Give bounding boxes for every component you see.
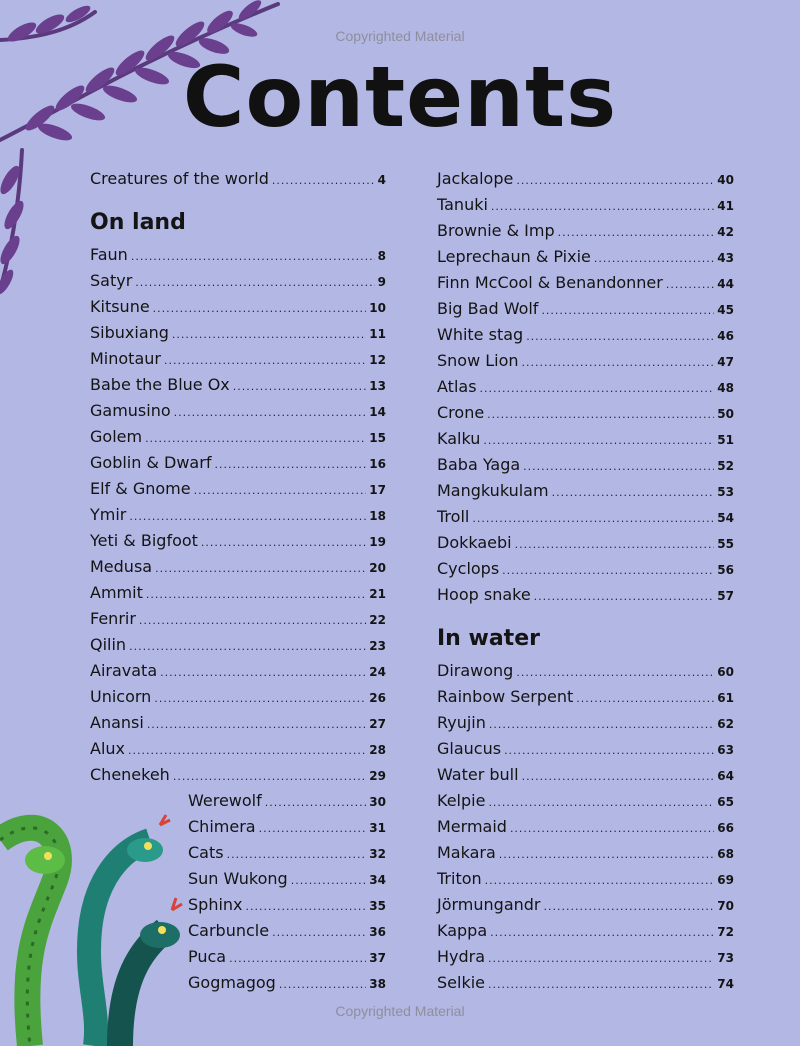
toc-entry-page: 15 (369, 431, 386, 445)
toc-entry (90, 242, 386, 268)
toc-leader-dots (490, 920, 714, 946)
toc-leader-dots (147, 712, 366, 738)
toc-entry-title: White stag (437, 325, 524, 344)
toc-leader-dots (129, 634, 366, 660)
toc-entry-page: 22 (369, 613, 386, 627)
toc-entry (90, 606, 386, 632)
toc-entry-title: Sun Wukong (188, 869, 288, 888)
toc-entry-page: 73 (717, 951, 734, 965)
toc-entry-title: Chenekeh (90, 765, 170, 784)
toc-leader-dots (131, 244, 375, 270)
toc-entry-title: Triton (437, 869, 482, 888)
toc-entry-page: 12 (369, 353, 386, 367)
toc-entry-title: Cats (188, 843, 224, 862)
toc-entry-title: Jackalope (437, 169, 514, 188)
toc-leader-dots (164, 348, 366, 374)
toc-leader-dots (172, 322, 366, 348)
toc-entry-title: Jörmungandr (437, 895, 541, 914)
toc-entry-page: 56 (717, 563, 734, 577)
toc-entry (437, 710, 734, 736)
toc-leader-dots (128, 738, 366, 764)
toc-entry (90, 268, 386, 294)
toc-entry-title: Werewolf (188, 791, 262, 810)
toc-entry-page: 65 (717, 795, 734, 809)
toc-entry-title: Brownie & Imp (437, 221, 555, 240)
toc-leader-dots (491, 194, 714, 220)
toc-entry (90, 528, 386, 554)
toc-leader-dots (153, 296, 367, 322)
toc-entry (437, 270, 734, 296)
toc-entry (437, 426, 734, 452)
toc-entry (90, 166, 386, 192)
toc-entry (90, 866, 386, 892)
toc-entry (437, 504, 734, 530)
toc-entry-page: 17 (369, 483, 386, 497)
toc-entry-title: Carbuncle (188, 921, 270, 940)
toc-entry-page: 30 (369, 795, 386, 809)
toc-entry (437, 322, 734, 348)
toc-leader-dots (279, 972, 366, 998)
toc-entry (437, 918, 734, 944)
toc-entry-title: Rainbow Serpent (437, 687, 574, 706)
toc-entry (437, 348, 734, 374)
toc-entry-title: Airavata (90, 661, 158, 680)
toc-entry-title: Minotaur (90, 349, 161, 368)
toc-leader-dots (541, 298, 714, 324)
toc-entry-title: Baba Yaga (437, 455, 521, 474)
toc-entry-page: 9 (377, 275, 386, 289)
toc-entry-page: 34 (369, 873, 386, 887)
toc-leader-dots (265, 790, 367, 816)
toc-entry-title: Mangkukulam (437, 481, 549, 500)
toc-entry-page: 47 (717, 355, 734, 369)
toc-leader-dots (146, 582, 366, 608)
toc-entry-page: 32 (369, 847, 386, 861)
toc-entry-page: 24 (369, 665, 386, 679)
toc-entry-title: Kappa (437, 921, 488, 940)
toc-leader-dots (472, 506, 714, 532)
toc-entry-page: 11 (369, 327, 386, 341)
toc-leader-dots (502, 558, 714, 584)
toc-entry-page: 60 (717, 665, 734, 679)
toc-entry (437, 684, 734, 710)
toc-leader-dots (246, 894, 367, 920)
toc-entry-title: Selkie (437, 973, 485, 992)
toc-leader-dots (173, 764, 366, 790)
toc-entry (90, 294, 386, 320)
toc-leader-dots (139, 608, 366, 634)
toc-entry-title: Satyr (90, 271, 133, 290)
toc-entry-title: Troll (437, 507, 470, 526)
toc-leader-dots (666, 272, 714, 298)
toc-entry-title: Water bull (437, 765, 519, 784)
toc-entry-title: Faun (90, 245, 128, 264)
toc-entry-title: Sphinx (188, 895, 243, 914)
toc-entry (437, 244, 734, 270)
toc-right-column (437, 166, 734, 996)
toc-entry (437, 556, 734, 582)
toc-entry-title: Babe the Blue Ox (90, 375, 230, 394)
toc-entry-page: 21 (369, 587, 386, 601)
toc-entry (437, 530, 734, 556)
toc-entry (437, 582, 734, 608)
toc-entry-title: Kelpie (437, 791, 486, 810)
toc-entry-title: Sibuxiang (90, 323, 169, 342)
toc-entry (90, 944, 386, 970)
toc-entry-title: Kitsune (90, 297, 150, 316)
toc-entry (437, 658, 734, 684)
toc-entry-title: Medusa (90, 557, 153, 576)
toc-leader-dots (145, 426, 366, 452)
toc-entry-page: 29 (369, 769, 386, 783)
toc-entry (90, 814, 386, 840)
toc-leader-dots (510, 816, 714, 842)
toc-leader-dots (291, 868, 367, 894)
toc-entry-page: 46 (717, 329, 734, 343)
toc-leader-dots (272, 168, 375, 194)
toc-entry-title: Dirawong (437, 661, 514, 680)
toc-leader-dots (523, 454, 714, 480)
toc-entry (90, 502, 386, 528)
toc-entry-title: Anansi (90, 713, 144, 732)
toc-entry-page: 50 (717, 407, 734, 421)
toc-entry-page: 16 (369, 457, 386, 471)
toc-entry (437, 218, 734, 244)
toc-entry-page: 64 (717, 769, 734, 783)
section-heading-on-land: On land (90, 210, 186, 235)
toc-entry-page: 27 (369, 717, 386, 731)
toc-entry-page: 51 (717, 433, 734, 447)
toc-entry (437, 814, 734, 840)
toc-left-column (90, 166, 386, 996)
toc-entry-page: 18 (369, 509, 386, 523)
toc-leader-dots (480, 376, 715, 402)
toc-entry-page: 37 (369, 951, 386, 965)
toc-entry (90, 554, 386, 580)
toc-leader-dots (160, 660, 366, 686)
toc-entry (90, 580, 386, 606)
toc-leader-dots (516, 660, 714, 686)
toc-entry (90, 736, 386, 762)
toc-entry (90, 424, 386, 450)
toc-entry (90, 320, 386, 346)
toc-leader-dots (558, 220, 715, 246)
toc-leader-dots (227, 842, 367, 868)
toc-entry-title: Big Bad Wolf (437, 299, 539, 318)
toc-entry-title: Goblin & Dwarf (90, 453, 212, 472)
toc-entry-page: 38 (369, 977, 386, 991)
toc-entry-page: 63 (717, 743, 734, 757)
toc-entry-page: 40 (717, 173, 734, 187)
toc-entry (437, 374, 734, 400)
toc-entry-title: Atlas (437, 377, 477, 396)
toc-entry-title: Golem (90, 427, 143, 446)
toc-entry-page: 62 (717, 717, 734, 731)
toc-entry-title: Ymir (90, 505, 127, 524)
toc-entry-page: 43 (717, 251, 734, 265)
toc-leader-dots (499, 842, 715, 868)
toc-entry (437, 400, 734, 426)
toc-leader-dots (552, 480, 715, 506)
toc-entry-page: 20 (369, 561, 386, 575)
toc-entry-page: 69 (717, 873, 734, 887)
toc-leader-dots (259, 816, 367, 842)
toc-leader-dots (214, 452, 366, 478)
page-title: Contents (182, 48, 618, 146)
toc-leader-dots (155, 556, 366, 582)
toc-entry-page: 57 (717, 589, 734, 603)
toc-entry (437, 478, 734, 504)
toc-leader-dots (488, 972, 714, 998)
toc-entry-title: Kalku (437, 429, 481, 448)
toc-entry (90, 398, 386, 424)
toc-leader-dots (522, 350, 715, 376)
toc-entry-page: 42 (717, 225, 734, 239)
toc-entry-page: 31 (369, 821, 386, 835)
toc-entry (437, 970, 734, 996)
toc-entry-title: Cyclops (437, 559, 500, 578)
toc-entry-title: Ryujin (437, 713, 486, 732)
toc-entry-title: Glaucus (437, 739, 502, 758)
toc-leader-dots (194, 478, 367, 504)
toc-entry-page: 26 (369, 691, 386, 705)
toc-entry (437, 788, 734, 814)
toc-entry-page: 13 (369, 379, 386, 393)
toc-leader-dots (229, 946, 366, 972)
toc-entry-page: 19 (369, 535, 386, 549)
toc-entry (437, 840, 734, 866)
toc-entry (437, 192, 734, 218)
toc-entry-page: 74 (717, 977, 734, 991)
toc-leader-dots (174, 400, 367, 426)
toc-entry-page: 35 (369, 899, 386, 913)
toc-leader-dots (201, 530, 366, 556)
toc-entry-title: Ammit (90, 583, 143, 602)
toc-entry-title: Puca (188, 947, 227, 966)
toc-leader-dots (488, 946, 714, 972)
toc-entry-title: Unicorn (90, 687, 152, 706)
toc-entry-title: Tanuki (437, 195, 488, 214)
toc-entry-title: Mermaid (437, 817, 507, 836)
toc-entry (437, 762, 734, 788)
toc-leader-dots (515, 532, 715, 558)
toc-entry (437, 452, 734, 478)
toc-leader-dots (154, 686, 366, 712)
toc-entry-page: 8 (377, 249, 386, 263)
toc-entry-page: 52 (717, 459, 734, 473)
toc-leader-dots (129, 504, 366, 530)
toc-entry (437, 892, 734, 918)
toc-entry-title: Crone (437, 403, 485, 422)
toc-entry-page: 28 (369, 743, 386, 757)
toc-entry-title: Creatures of the world (90, 169, 269, 188)
toc-entry-page: 44 (717, 277, 734, 291)
toc-leader-dots (544, 894, 715, 920)
toc-entry-title: Fenrir (90, 609, 136, 628)
toc-entry (437, 296, 734, 322)
toc-leader-dots (522, 764, 715, 790)
toc-entry-page: 23 (369, 639, 386, 653)
toc-entry (90, 476, 386, 502)
toc-entry-page: 48 (717, 381, 734, 395)
toc-leader-dots (576, 686, 714, 712)
toc-entry-title: Hydra (437, 947, 486, 966)
toc-entry (90, 970, 386, 996)
toc-entry-title: Leprechaun & Pixie (437, 247, 591, 266)
toc-leader-dots (272, 920, 366, 946)
toc-entry-page: 68 (717, 847, 734, 861)
toc-entry (90, 918, 386, 944)
toc-leader-dots (487, 402, 714, 428)
toc-entry-title: Dokkaebi (437, 533, 512, 552)
toc-entry-title: Qilin (90, 635, 127, 654)
toc-entry-title: Chimera (188, 817, 256, 836)
toc-leader-dots (504, 738, 714, 764)
toc-entry (90, 450, 386, 476)
toc-entry-title: Snow Lion (437, 351, 519, 370)
toc-entry-page: 55 (717, 537, 734, 551)
toc-leader-dots (233, 374, 367, 400)
toc-leader-dots (489, 712, 714, 738)
toc-entry (90, 372, 386, 398)
toc-entry-page: 53 (717, 485, 734, 499)
toc-entry (90, 788, 386, 814)
toc-leader-dots (594, 246, 714, 272)
toc-entry-title: Yeti & Bigfoot (90, 531, 198, 550)
toc-leader-dots (485, 868, 715, 894)
toc-leader-dots (534, 584, 715, 610)
toc-entry (437, 166, 734, 192)
toc-entry (437, 736, 734, 762)
toc-entry (90, 840, 386, 866)
copyright-watermark-bottom: Copyrighted Material (335, 1003, 465, 1019)
toc-entry (90, 658, 386, 684)
toc-entry-page: 70 (717, 899, 734, 913)
toc-entry (90, 892, 386, 918)
toc-leader-dots (526, 324, 714, 350)
copyright-watermark-top: Copyrighted Material (335, 28, 465, 44)
toc-entry-title: Gogmagog (188, 973, 276, 992)
toc-entry-page: 45 (717, 303, 734, 317)
toc-entry-title: Alux (90, 739, 125, 758)
toc-leader-dots (516, 168, 714, 194)
toc-entry-title: Gamusino (90, 401, 171, 420)
toc-entry-title: Hoop snake (437, 585, 531, 604)
toc-leader-dots (135, 270, 374, 296)
toc-entry (90, 632, 386, 658)
toc-entry-title: Elf & Gnome (90, 479, 191, 498)
toc-entry-page: 61 (717, 691, 734, 705)
toc-entry-page: 10 (369, 301, 386, 315)
toc-entry-page: 54 (717, 511, 734, 525)
toc-entry (90, 710, 386, 736)
toc-entry (90, 684, 386, 710)
toc-leader-dots (483, 428, 714, 454)
toc-leader-dots (488, 790, 714, 816)
toc-entry-page: 66 (717, 821, 734, 835)
toc-entry (90, 346, 386, 372)
toc-entry-page: 41 (717, 199, 734, 213)
toc-entry (90, 762, 386, 788)
toc-entry (437, 866, 734, 892)
toc-entry-title: Finn McCool & Benandonner (437, 273, 663, 292)
toc-entry-page: 14 (369, 405, 386, 419)
section-heading-in-water: In water (437, 626, 540, 651)
toc-entry-page: 72 (717, 925, 734, 939)
toc-entry-page: 36 (369, 925, 386, 939)
toc-entry (437, 944, 734, 970)
toc-entry-title: Makara (437, 843, 496, 862)
toc-entry-page: 4 (377, 173, 386, 187)
